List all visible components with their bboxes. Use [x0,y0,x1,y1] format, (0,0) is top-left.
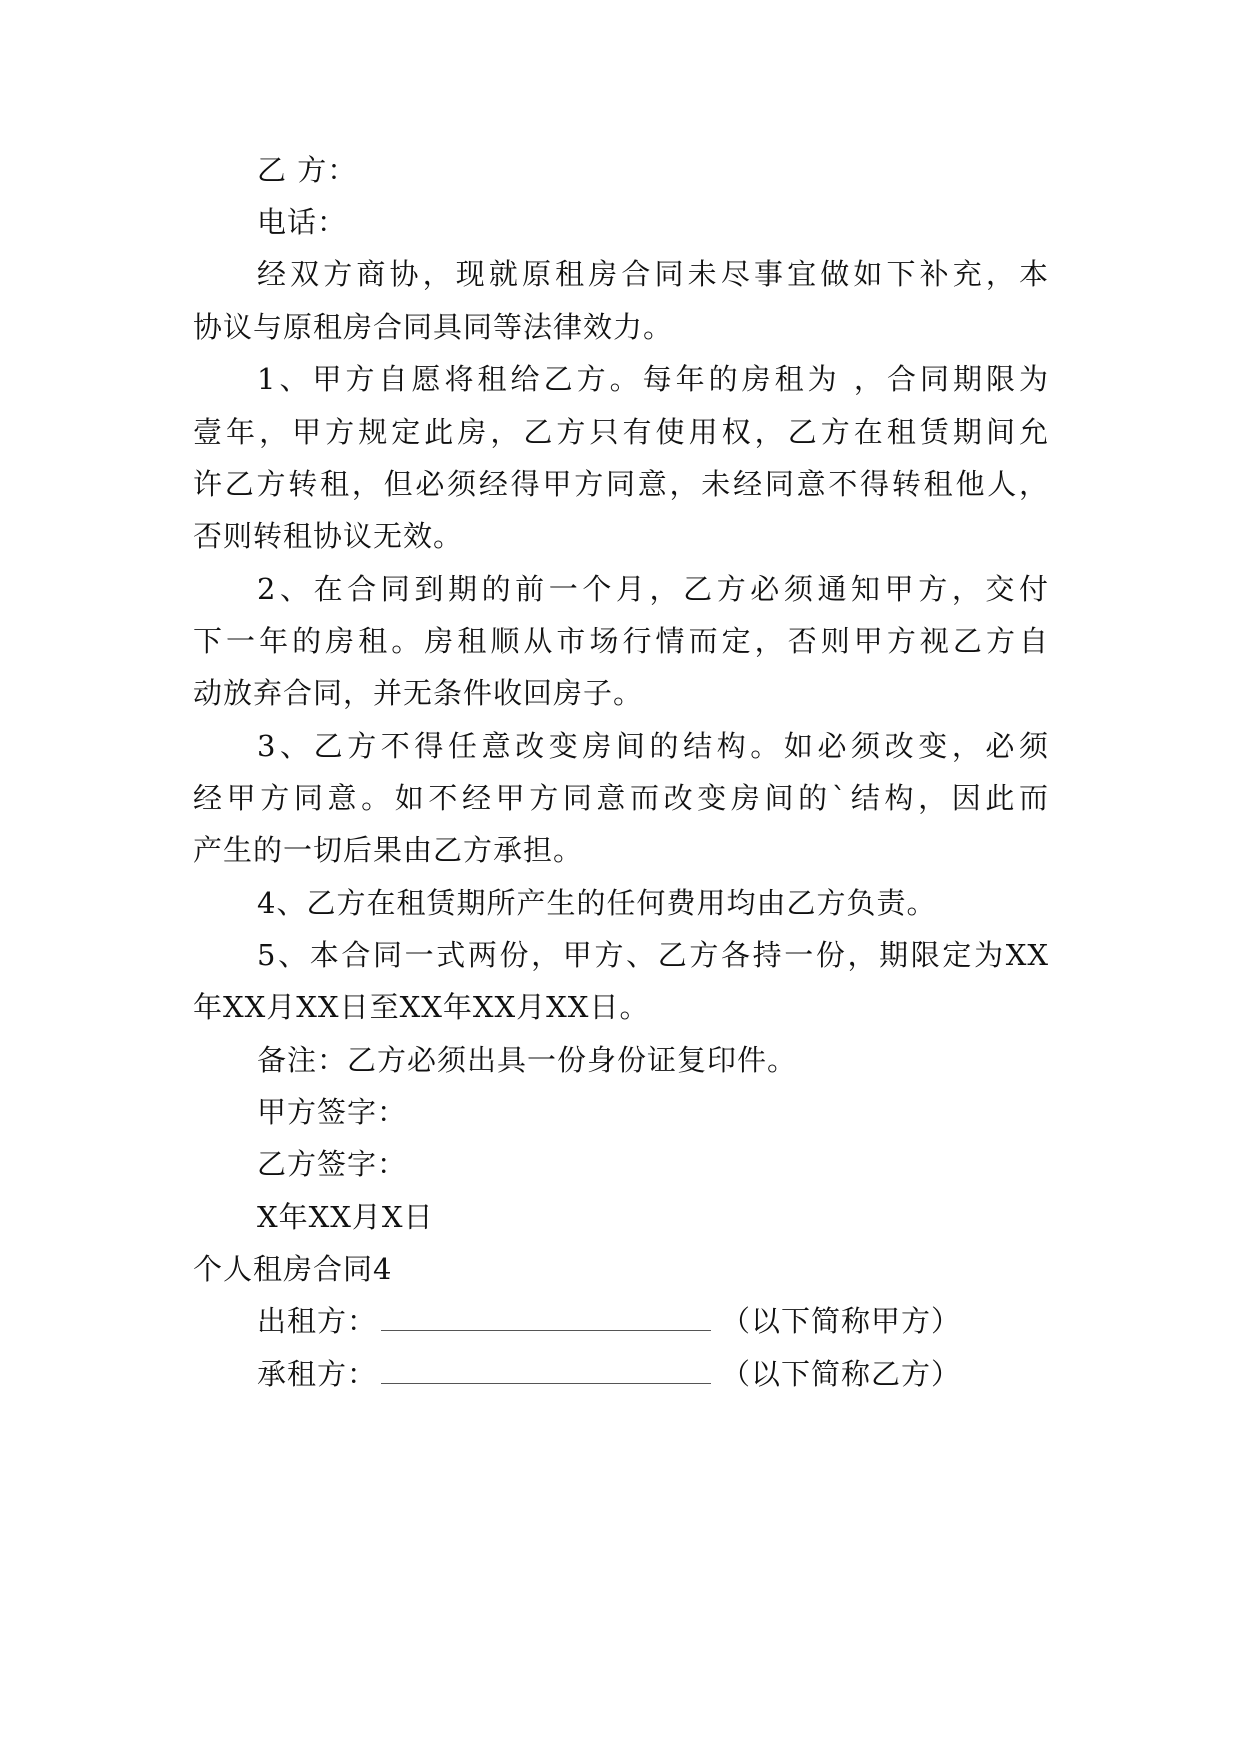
lessee-suffix: （以下简称乙方） [721,1357,962,1391]
party-b-signature-label: 乙方签字： [257,1147,408,1181]
clause-2-line-2: 下一年的房租。房租顺从市场行情而定，否则甲方视乙方自 [193,624,1049,658]
date-line: X年XX月X日 [257,1200,434,1234]
intro-line-2: 协议与原租房合同具同等法律效力。 [193,310,674,344]
lessor-line [257,1301,961,1341]
lessee-line [257,1354,961,1394]
clause-1-line-1: 1、甲方自愿将租给乙方。每年的房租为 ，合同期限为 [257,362,1049,396]
clause-5-line-1: 5、本合同一式两份，甲方、乙方各持一份，期限定为XX [257,938,1049,972]
phone-label: 电话： [257,205,348,239]
lessee-blank-field[interactable] [381,1361,711,1384]
party-b-label: 乙 方： [257,153,358,187]
contract-title: 个人租房合同4 [193,1252,393,1286]
clause-1-line-2: 壹年，甲方规定此房，乙方只有使用权，乙方在租赁期间允 [193,415,1049,449]
clause-3-line-1: 3、乙方不得任意改变房间的结构。如必须改变，必须 [257,729,1049,763]
lessor-label: 出租方： [257,1304,378,1338]
party-a-signature-label: 甲方签字： [257,1095,408,1129]
clause-5-line-2: 年XX月XX日至XX年XX月XX日。 [193,990,650,1024]
intro-line-1: 经双方商协，现就原租房合同未尽事宜做如下补充，本 [257,257,1049,291]
note: 备注：乙方必须出具一份身份证复印件。 [257,1043,798,1077]
clause-2-line-1: 2、在合同到期的前一个月，乙方必须通知甲方，交付 [257,572,1049,606]
lessor-blank-field[interactable] [381,1308,711,1331]
clause-1-line-4: 否则转租协议无效。 [193,519,464,553]
clause-1-line-3: 许乙方转租，但必须经得甲方同意，未经同意不得转租他人， [193,467,1049,501]
clause-4: 4、乙方在租赁期所产生的任何费用均由乙方负责。 [257,886,937,920]
lessee-label: 承租方： [257,1357,378,1391]
clause-3-line-2: 经甲方同意。如不经甲方同意而改变房间的`结构，因此而 [193,781,1049,815]
clause-3-line-3: 产生的一切后果由乙方承担。 [193,833,584,867]
lessor-suffix: （以下简称甲方） [721,1304,962,1338]
clause-2-line-3: 动放弃合同，并无条件收回房子。 [193,676,644,710]
